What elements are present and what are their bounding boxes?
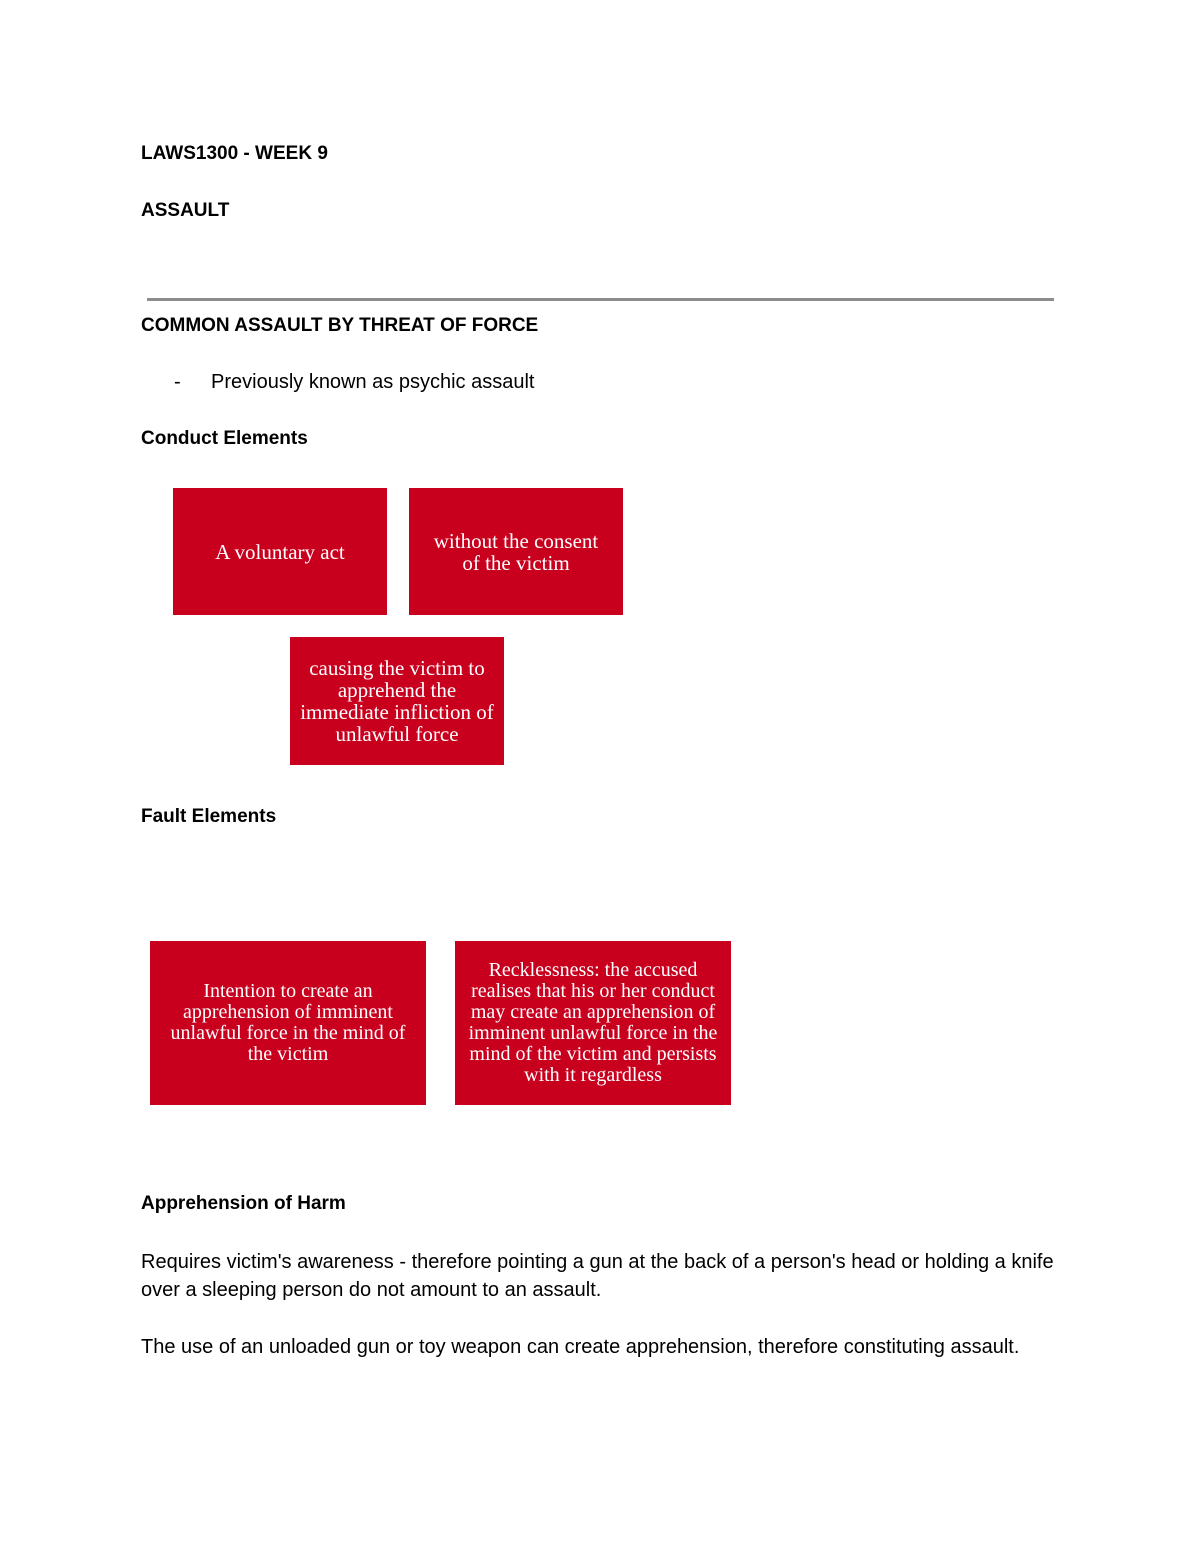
conduct-box-text: without the consent of the victim [433,528,599,575]
apprehension-paragraph-1: Requires victim's awareness - therefore pointing a gun at the back of a person's head or holding a knife over a sleeping person do not amount to an assault. [141,1251,1054,1301]
bullet-marker: - [174,371,181,393]
apprehension-paragraph-2: The use of an unloaded gun or toy weapon can create apprehension, therefore constituting assault. [141,1336,1020,1358]
topic-title: ASSAULT [141,200,230,221]
apprehension-heading: Apprehension of Harm [141,1193,346,1214]
conduct-box-apprehension [290,637,504,765]
fault-box-text: Intention to create an apprehension of imminent unlawful force in the mind of the victim [170,980,406,1065]
conduct-box-voluntary-act [173,488,387,615]
course-title: LAWS1300 - WEEK 9 [141,143,328,164]
conduct-heading: Conduct Elements [141,428,308,449]
conduct-box-text: A voluntary act [215,539,345,564]
conduct-box-without-consent [409,488,623,615]
bullet-text: Previously known as psychic assault [211,371,535,393]
conduct-box-text: causing the victim to apprehend the immediate infliction of unlawful force [300,656,494,746]
horizontal-rule [147,298,1054,301]
fault-box-recklessness [455,941,731,1105]
fault-heading: Fault Elements [141,806,277,827]
fault-box-intention [150,941,426,1105]
section-heading: COMMON ASSAULT BY THREAT OF FORCE [141,315,539,336]
fault-box-text: Recklessness: the accused realises that his or her conduct may create an apprehension of imminent unlawful force in the mind of the victim and persists with it regardless [468,959,718,1086]
